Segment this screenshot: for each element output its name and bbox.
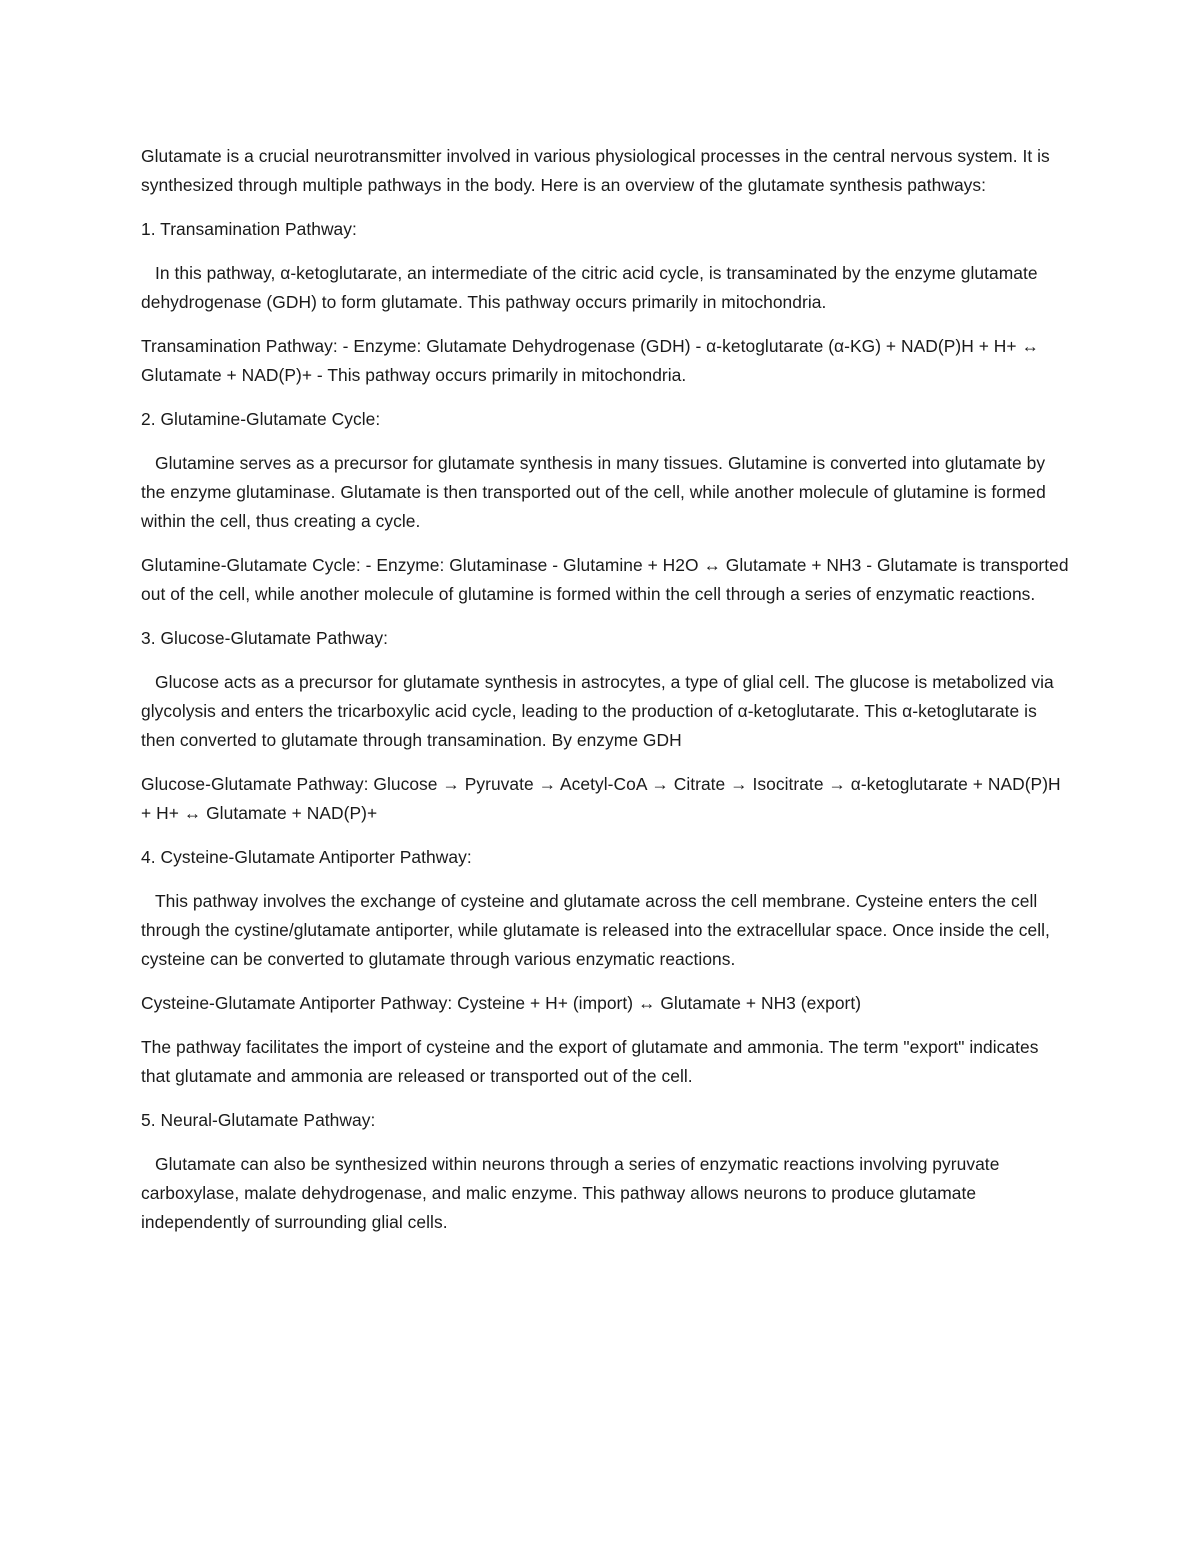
antiporter-reaction: Cysteine-Glutamate Antiporter Pathway: Cysteine + H+ (import) ↔ Glutamate + NH3 (export) <box>141 993 862 1013</box>
section-heading-glutamine-cycle: 2. Glutamine-Glutamate Cycle: <box>141 409 381 429</box>
section-heading-antiporter: 4. Cysteine-Glutamate Antiporter Pathway: <box>141 847 472 867</box>
section-heading-transamination: 1. Transamination Pathway: <box>141 219 357 239</box>
antiporter-description: This pathway involves the exchange of cysteine and glutamate across the cell membrane. Cysteine enters the cell through the cystine/glutamate antiporter, while glutamate is released into the extracellular space. Once inside the cell, cysteine can be converted to glutamate through various enzymatic reactions. <box>141 891 1050 969</box>
section-heading-glucose-pathway: 3. Glucose-Glutamate Pathway: <box>141 628 388 648</box>
glutamine-cycle-reaction: Glutamine-Glutamate Cycle: - Enzyme: Glutaminase - Glutamine + H2O ↔ Glutamate + NH3 - Glutamate is transported out of the cell, while another molecule of glutamine is formed within the cell through a series of enzymatic reactions. <box>141 555 1069 604</box>
intro-paragraph: Glutamate is a crucial neurotransmitter involved in various physiological processes in the central nervous system. It is synthesized through multiple pathways in the body. Here is an overview of the glutamate synthesis pathways: <box>141 146 1050 195</box>
section-heading-neural: 5. Neural-Glutamate Pathway: <box>141 1110 376 1130</box>
glucose-pathway-reaction: Glucose-Glutamate Pathway: Glucose → Pyruvate → Acetyl-CoA → Citrate → Isocitrate → α-ketoglutarate + NAD(P)H + H+ ↔ Glutamate + NAD(P)+ <box>141 774 1061 823</box>
transamination-description: In this pathway, α-ketoglutarate, an intermediate of the citric acid cycle, is transaminated by the enzyme glutamate dehydrogenase (GDH) to form glutamate. This pathway occurs primarily in mitochondria. <box>141 263 1038 312</box>
glutamine-cycle-description: Glutamine serves as a precursor for glutamate synthesis in many tissues. Glutamine is converted into glutamate by the enzyme glutaminase. Glutamate is then transported out of the cell, while another molecule of glutamine is formed within the cell, thus creating a cycle. <box>141 453 1046 531</box>
glucose-pathway-description: Glucose acts as a precursor for glutamate synthesis in astrocytes, a type of glial cell. The glucose is metabolized via glycolysis and enters the tricarboxylic acid cycle, leading to the production of α-ketoglutarate. This α-ketoglutarate is then converted to glutamate through transamination. By enzyme GDH <box>141 672 1054 750</box>
antiporter-note: The pathway facilitates the import of cysteine and the export of glutamate and ammonia. The term "export" indicates that glutamate and ammonia are released or transported out of the cell. <box>141 1037 1039 1086</box>
transamination-reaction: Transamination Pathway: - Enzyme: Glutamate Dehydrogenase (GDH) - α-ketoglutarate (α-KG) + NAD(P)H + H+ ↔ Glutamate + NAD(P)+ - This pathway occurs primarily in mitochondria. <box>141 336 1039 385</box>
neural-description: Glutamate can also be synthesized within neurons through a series of enzymatic reactions involving pyruvate carboxylase, malate dehydrogenase, and malic enzyme. This pathway allows neurons to produce glutamate independently of surrounding glial cells. <box>141 1154 1000 1232</box>
document-body <box>141 142 1071 1252</box>
